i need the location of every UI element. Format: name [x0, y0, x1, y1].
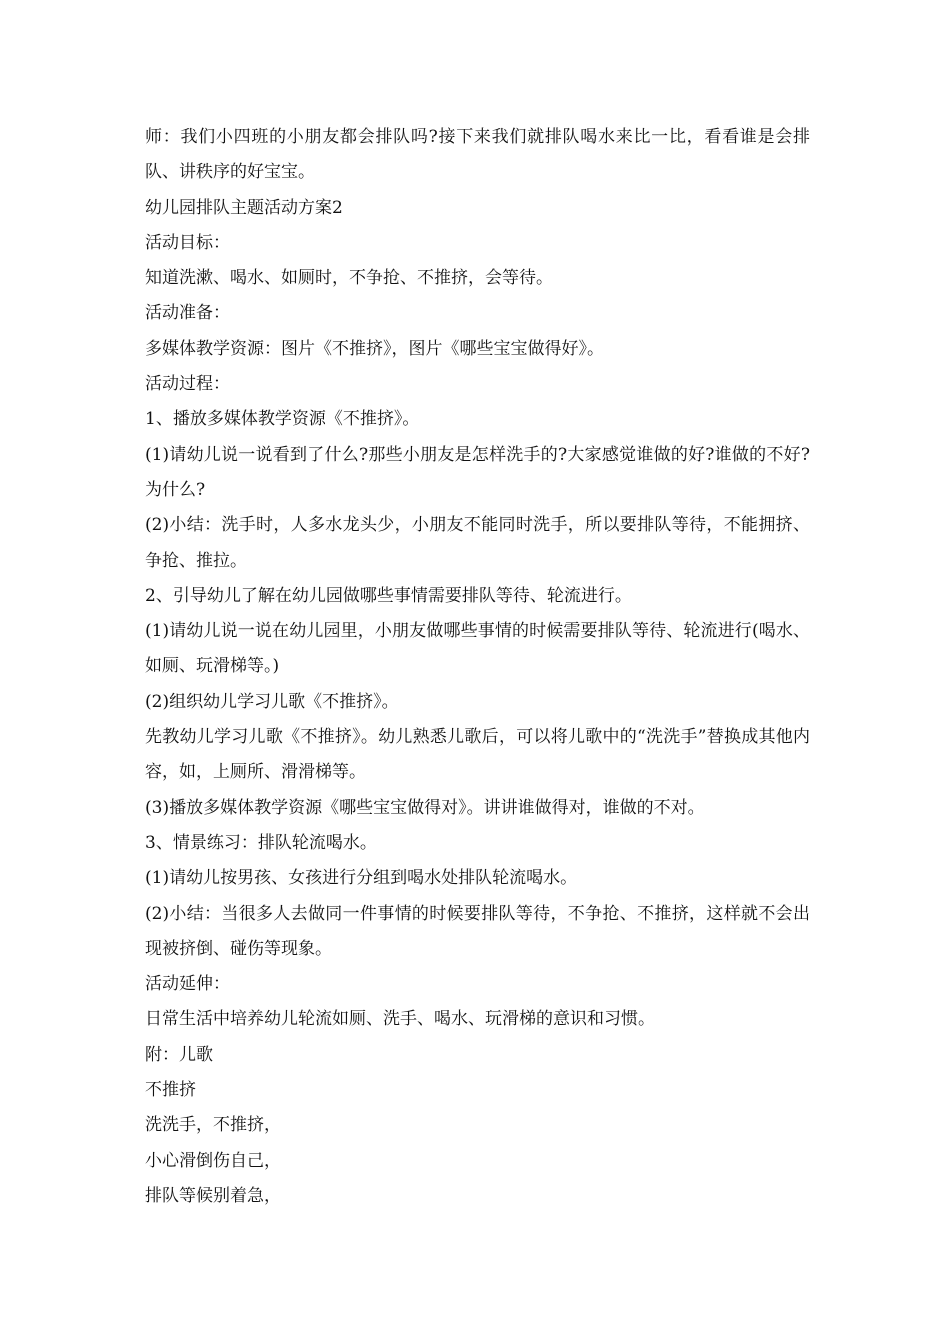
step-2-item-1: (1)请幼儿说一说在幼儿园里，小朋友做哪些事情的时候需要排队等待、轮流进行(喝水、如厕、玩滑梯等。)	[145, 621, 810, 677]
heading-activity-preparation: 活动准备：	[145, 303, 230, 324]
step-2: 2、引导幼儿了解在幼儿园做哪些事情需要排队等待、轮流进行。	[145, 585, 632, 606]
song-line-2: 小心滑倒伤自己，	[145, 1150, 281, 1171]
step-2-teach-song: 先教幼儿学习儿歌《不推挤》。幼儿熟悉儿歌后，可以将儿歌中的“洗洗手”替换成其他内容，如，上厕所、滑滑梯等。	[145, 727, 810, 783]
section-title-plan-2: 幼儿园排队主题活动方案2	[145, 197, 343, 218]
song-line-1: 洗洗手，不推挤，	[145, 1115, 281, 1136]
document-body	[145, 120, 810, 1214]
step-3-item-2: (2)小结：当很多人去做同一件事情的时候要排队等待，不争抢、不推挤，这样就不会出现被挤倒、碰伤等现象。	[145, 903, 810, 959]
step-1-item-1: (1)请幼儿说一说看到了什么?那些小朋友是怎样洗手的?大家感觉谁做的好?谁做的不好?为什么?	[145, 444, 810, 500]
step-3: 3、情景练习：排队轮流喝水。	[145, 832, 377, 853]
step-3-item-1: (1)请幼儿按男孩、女孩进行分组到喝水处排队轮流喝水。	[145, 868, 578, 889]
paragraph-extension: 日常生活中培养幼儿轮流如厕、洗手、喝水、玩滑梯的意识和习惯。	[145, 1009, 655, 1030]
heading-activity-process: 活动过程：	[145, 374, 230, 395]
heading-activity-goal: 活动目标：	[145, 232, 230, 253]
paragraph-teacher-question: 师：我们小四班的小朋友都会排队吗?接下来我们就排队喝水来比一比，看看谁是会排队、讲秩序的好宝宝。	[145, 127, 810, 183]
step-1-item-2: (2)小结：洗手时，人多水龙头少，小朋友不能同时洗手，所以要排队等待，不能拥挤、争抢、推拉。	[145, 515, 810, 571]
heading-activity-extension: 活动延伸：	[145, 974, 230, 995]
song-line-3: 排队等候别着急，	[145, 1185, 281, 1206]
heading-appendix-song: 附：儿歌	[145, 1044, 213, 1065]
paragraph-goal: 知道洗漱、喝水、如厕时，不争抢、不推挤，会等待。	[145, 268, 553, 289]
step-2-item-2: (2)组织幼儿学习儿歌《不推挤》。	[145, 691, 399, 712]
song-title: 不推挤	[145, 1080, 196, 1101]
paragraph-preparation: 多媒体教学资源：图片《不推挤》，图片《哪些宝宝做得好》。	[145, 338, 604, 359]
step-2-item-3: (3)播放多媒体教学资源《哪些宝宝做得对》。讲讲谁做得对，谁做的不对。	[145, 797, 705, 818]
step-1: 1、播放多媒体教学资源《不推挤》。	[145, 409, 420, 430]
